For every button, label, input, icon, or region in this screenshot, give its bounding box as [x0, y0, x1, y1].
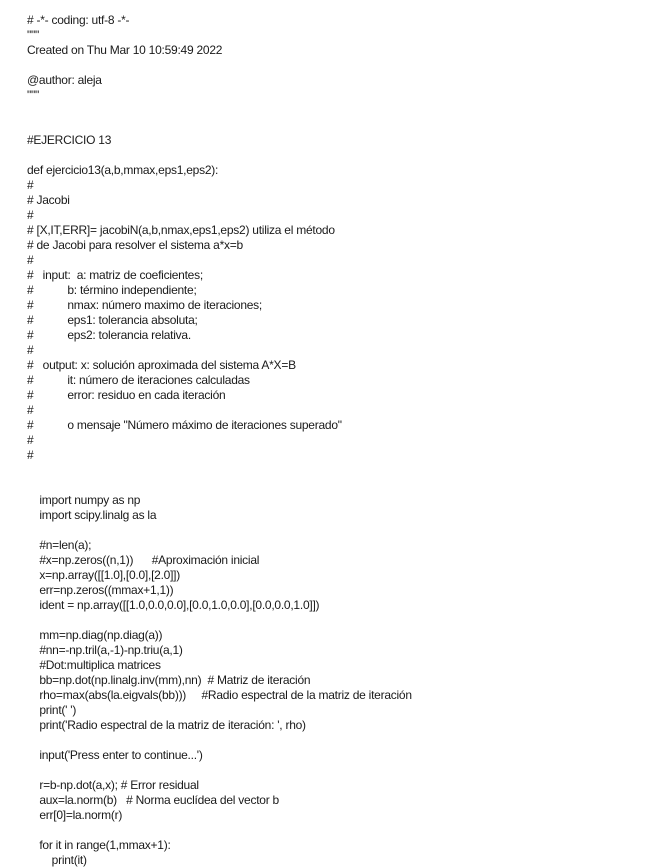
code-line: # [27, 178, 34, 192]
code-line [27, 613, 651, 628]
code-line: rho=max(abs(la.eigvals(bb))) #Radio espectral de la matriz de iteración [27, 688, 412, 702]
code-line: # [27, 208, 34, 222]
code-line [27, 523, 651, 538]
code-line: import scipy.linalg as la [27, 508, 157, 522]
code-line: # [27, 343, 34, 357]
code-line: # b: término independiente; [27, 283, 197, 297]
code-line: # o mensaje "Número máximo de iteraciones superado" [27, 418, 342, 432]
code-line: for it in range(1,mmax+1): [27, 838, 171, 852]
code-line: bb=np.dot(np.linalg.inv(mm),nn) # Matriz de iteración [27, 673, 311, 687]
code-line: # [27, 403, 34, 417]
code-line: # de Jacobi para resolver el sistema a*x=b [27, 238, 243, 252]
code-line: #Dot:multiplica matrices [27, 658, 161, 672]
code-line: @author: aleja [27, 73, 102, 87]
code-line [27, 733, 651, 748]
code-line: #x=np.zeros((n,1)) #Aproximación inicial [27, 553, 260, 567]
code-line: import numpy as np [27, 493, 141, 507]
code-line [27, 58, 651, 73]
code-line: r=b-np.dot(a,x); # Error residual [27, 778, 199, 792]
code-line: mm=np.diag(np.diag(a)) [27, 628, 163, 642]
code-line: """ [27, 28, 40, 42]
code-line: # error: residuo en cada iteración [27, 388, 226, 402]
code-line [27, 118, 651, 133]
code-line [27, 478, 651, 493]
code-line [27, 763, 651, 778]
code-line: print(it) [27, 853, 87, 867]
code-line: #nn=-np.tril(a,-1)-np.triu(a,1) [27, 643, 183, 657]
code-line: # [27, 448, 34, 462]
code-line [27, 463, 651, 478]
code-line: # [27, 253, 34, 267]
code-line: # -*- coding: utf-8 -*- [27, 13, 130, 27]
code-line: # it: número de iteraciones calculadas [27, 373, 250, 387]
code-line: # output: x: solución aproximada del sistema A*X=B [27, 358, 296, 372]
code-line: # eps1: tolerancia absoluta; [27, 313, 198, 327]
code-line: x=np.array([[1.0],[0.0],[2.0]]) [27, 568, 180, 582]
code-line: print('Radio espectral de la matriz de iteración: ', rho) [27, 718, 306, 732]
code-listing [27, 13, 651, 868]
code-line [27, 103, 651, 118]
code-line: # Jacobi [27, 193, 70, 207]
code-line: # [X,IT,ERR]= jacobiN(a,b,nmax,eps1,eps2) utiliza el método [27, 223, 335, 237]
code-line: ident = np.array([[1.0,0.0,0.0],[0.0,1.0,0.0],[0.0,0.0,1.0]]) [27, 598, 320, 612]
code-line: aux=la.norm(b) # Norma euclídea del vector b [27, 793, 279, 807]
code-line: # [27, 433, 34, 447]
code-line: # eps2: tolerancia relativa. [27, 328, 191, 342]
code-line: """ [27, 88, 40, 102]
code-line [27, 823, 651, 838]
code-line [27, 148, 651, 163]
code-line: input('Press enter to continue...') [27, 748, 203, 762]
code-line: #n=len(a); [27, 538, 92, 552]
code-line: def ejercicio13(a,b,mmax,eps1,eps2): [27, 163, 219, 177]
code-line: Created on Thu Mar 10 10:59:49 2022 [27, 43, 223, 57]
code-line: # nmax: número maximo de iteraciones; [27, 298, 263, 312]
code-line: print(' ') [27, 703, 77, 717]
code-line: #EJERCICIO 13 [27, 133, 112, 147]
code-line: err[0]=la.norm(r) [27, 808, 123, 822]
code-line: # input: a: matriz de coeficientes; [27, 268, 203, 282]
code-line: err=np.zeros((mmax+1,1)) [27, 583, 174, 597]
